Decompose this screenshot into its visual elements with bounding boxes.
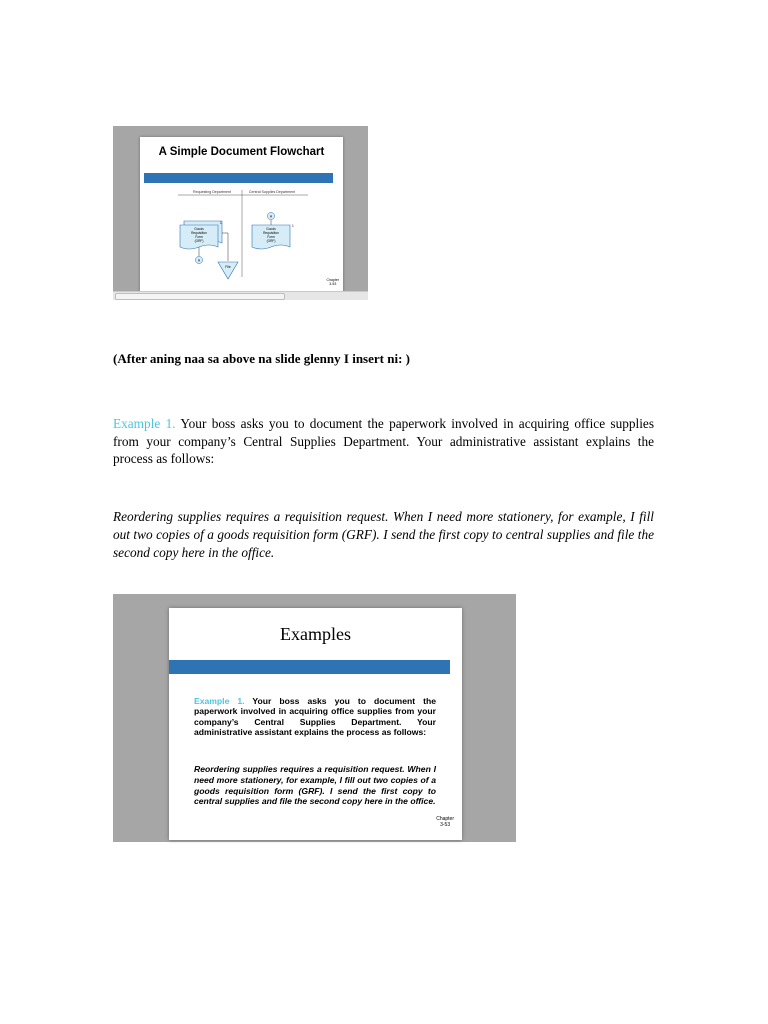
chapter-number: 3-53 [329,282,337,286]
doc-right-line3: Form [267,235,275,239]
chapter-word: Chapter [326,278,339,282]
flowchart-slide-screenshot [113,126,368,299]
slide-header-bar [169,660,450,674]
examples-slide-title: Examples [280,624,351,644]
doc-left-number: 1 [220,221,222,225]
slide-quote: Reordering supplies requires a requisition request. When I need more stationery, for example, I fill out two copies of a goods requisition form (GRF). I send the first copy to central supplies and file the second copy here in the office. [194,764,436,807]
slide-example-paragraph [194,696,436,738]
connector-a-left-label: A [197,258,201,263]
doc-left-line3: Form [195,235,203,239]
doc-right-number: 1 [292,224,294,228]
example-paragraph [113,415,654,468]
scrollbar-thumb[interactable] [115,293,285,300]
horizontal-scrollbar[interactable] [113,291,368,300]
chapter-label [436,816,454,828]
doc-right-line1: Goods [266,227,276,231]
assistant-quote: Reordering supplies requires a requisition request. When I need more stationery, for example, I fill out two copies of a goods requisition form (GRF). I send the first copy to central supplies and file the second copy here in the office. [113,509,654,560]
examples-slide-screenshot [113,594,516,842]
doc-left-line1: Goods [194,227,204,231]
lane-header-left: Requesting Department [193,190,231,194]
slide-example-label: Example 1. [194,696,245,706]
insert-note: (After aning naa sa above na slide glenny I insert ni: ) [113,351,410,366]
flowchart-diagram [140,137,343,292]
example-body: Your boss asks you to document the paperwork involved in acquiring office supplies from your company’s Central Supplies Department. Your administrative assistant explains the process as follows: [113,416,654,466]
doc-left-line4: (GRF) [194,239,204,243]
flowchart-slide-title: A Simple Document Flowchart [158,146,325,158]
chapter-label [327,278,339,286]
doc-right-line2: Requisition [263,231,279,235]
file-label: File [225,265,231,269]
examples-slide [169,608,462,840]
slide-example-body: Your boss asks you to document the paperwork involved in acquiring office supplies from your company’s Central Supplies Department. Your administrative assistant explains the process as follows: [194,696,437,738]
flowchart-slide [140,137,343,292]
chapter-number: 3-53 [440,822,451,828]
chapter-word: Chapter [436,816,454,822]
connector-a-right-label: A [269,214,273,219]
example-label: Example 1. [113,416,176,431]
doc-right-line4: (GRF) [266,239,276,243]
lane-header-right: Central Supplies Department [248,190,296,194]
doc-left-line2: Requisition [191,231,207,235]
